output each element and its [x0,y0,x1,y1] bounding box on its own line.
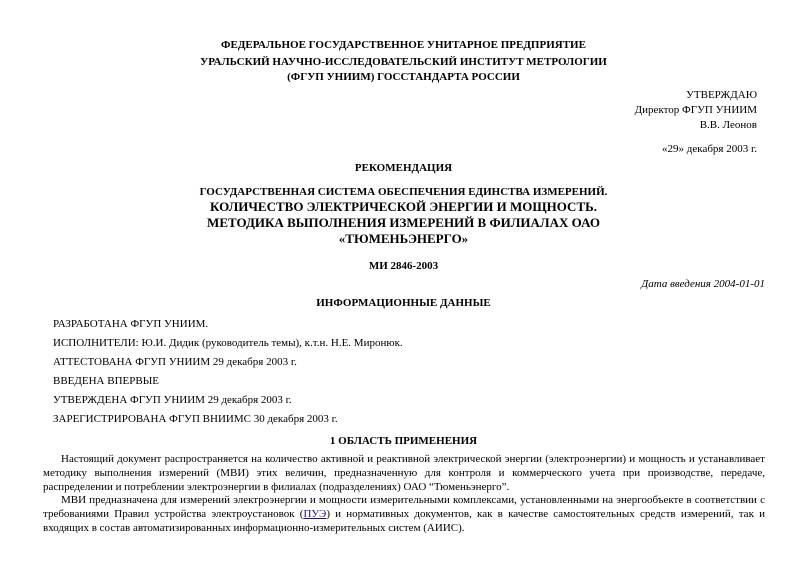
title-line-1: ГОСУДАРСТВЕННАЯ СИСТЕМА ОБЕСПЕЧЕНИЯ ЕДИНСТВА ИЗМЕРЕНИЙ. [199,186,608,198]
pue-link[interactable]: ПУЭ [303,508,327,520]
section-paragraph-1: Настоящий документ распространяется на количество активной и реактивной электрической энергии (электроэнергии) и мощность и устанавливает методику выполнения измерений (МВИ) этих величин, предназначенную для контроля и коммерческого учета при производстве, передаче, распределении и потреблении электроэнергии в филиалах (подразделениях) ОАО “Тюменьэнерго”. [43,453,765,493]
info-item: ВВЕДЕНА ВПЕРВЫЕ [53,375,160,387]
info-item: УТВЕРЖДЕНА ФГУП УНИИМ 29 декабря 2003 г. [53,394,292,406]
title-line-2: КОЛИЧЕСТВО ЭЛЕКТРИЧЕСКОЙ ЭНЕРГИИ И МОЩНОСТЬ. [210,199,597,214]
document-code: МИ 2846-2003 [368,260,439,272]
title-line-4: «ТЮМЕНЬЭНЕРГО» [338,231,469,246]
paragraph-text: ) и нормативных документов, как в качестве самостоятельных средств измерений, так и входящих в состав автоматизированных информационно-измерительных систем (АИИС). [43,508,766,534]
info-item: ЗАРЕГИСТРИРОВАНА ФГУП ВНИИМС 30 декабря 2003 г. [53,413,338,425]
org-line-1: ФЕДЕРАЛЬНОЕ ГОСУДАРСТВЕННОЕ УНИТАРНОЕ ПРЕДПРИЯТИЕ [221,39,586,51]
info-item: АТТЕСТОВАНА ФГУП УНИИМ 29 декабря 2003 г. [53,356,297,368]
section-heading: 1 ОБЛАСТЬ ПРИМЕНЕНИЯ [329,435,478,447]
section-paragraph-2 [43,493,765,535]
approval-title: УТВЕРЖДАЮ [686,89,757,101]
info-heading: ИНФОРМАЦИОННЫЕ ДАННЫЕ [316,297,491,309]
paragraph-text: МВИ предназначена для измерений электроэнергии и мощности измерительными комплексами, установленными на энергообъекте в соответствии с требованиями Правил устройства электроустановок ( [43,494,765,520]
introduction-date: Дата введения 2004-01-01 [641,278,765,290]
approval-position: Директор ФГУП УНИИМ [634,104,757,116]
org-line-3: (ФГУП УНИИМ) ГОССТАНДАРТА РОССИИ [287,71,520,83]
title-line-3: МЕТОДИКА ВЫПОЛНЕНИЯ ИЗМЕРЕНИЙ В ФИЛИАЛАХ ОАО [207,215,600,230]
info-list [53,315,403,429]
info-item: ИСПОЛНИТЕЛИ: Ю.И. Дидик (руководитель темы), к.т.н. Н.Е. Миронюк. [53,337,403,349]
document-type: РЕКОМЕНДАЦИЯ [354,162,453,174]
approval-block [597,88,757,157]
info-item: РАЗРАБОТАНА ФГУП УНИИМ. [53,318,209,330]
approval-name: В.В. Леонов [699,119,757,131]
approval-date: «29» декабря 2003 г. [662,143,757,155]
org-line-2: УРАЛЬСКИЙ НАУЧНО-ИССЛЕДОВАТЕЛЬСКИЙ ИНСТИТУТ МЕТРОЛОГИИ [200,56,607,68]
